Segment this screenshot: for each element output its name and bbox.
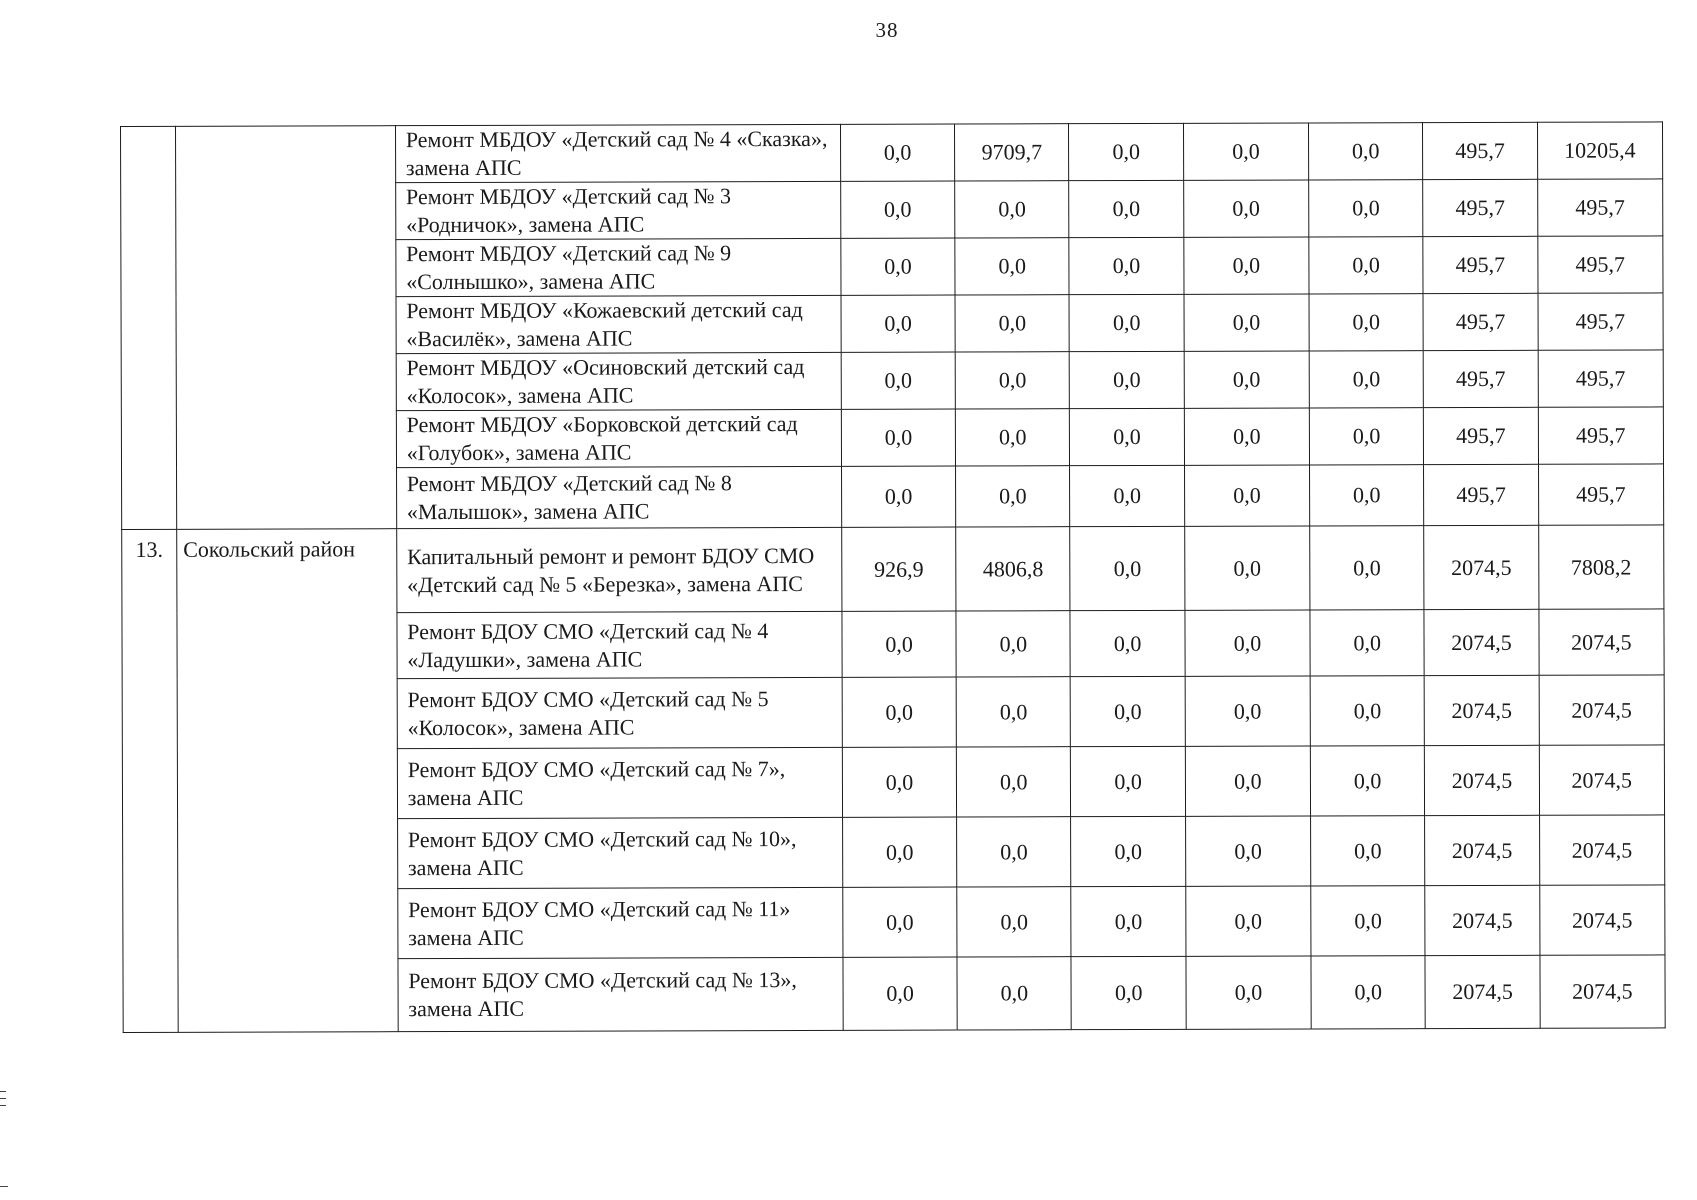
value-cell: 0,0 (1071, 676, 1186, 746)
value-cell: 0,0 (842, 747, 957, 817)
value-cell: 0,0 (1311, 956, 1426, 1029)
value-cell: 0,0 (1311, 816, 1426, 886)
total-cell: 2074,5 (1539, 609, 1665, 675)
total-cell: 7808,2 (1538, 525, 1664, 609)
value-cell: 495,7 (1424, 350, 1538, 407)
value-cell: 0,0 (842, 677, 957, 747)
value-cell: 2074,5 (1425, 815, 1540, 885)
object-description: Ремонт БДОУ СМО «Детский сад № 5 «Колосок», замена АПС (397, 677, 842, 748)
object-description: Ремонт МБДОУ «Детский сад № 3 «Родничок», замена АПС (395, 181, 840, 239)
value-cell: 495,7 (1423, 293, 1537, 350)
value-cell: 0,0 (1184, 526, 1310, 610)
value-cell: 0,0 (1309, 237, 1423, 294)
value-cell: 0,0 (957, 747, 1072, 817)
value-cell: 0,0 (1183, 180, 1308, 237)
scan-mark (0, 1098, 6, 1099)
value-cell: 2074,5 (1425, 955, 1540, 1028)
table-row (122, 525, 1664, 614)
object-description: Капитальный ремонт и ремонт БДОУ СМО «Детский сад № 5 «Березка», замена АПС (396, 527, 841, 612)
value-cell: 0,0 (955, 295, 1069, 352)
total-cell: 2074,5 (1539, 675, 1665, 745)
total-cell: 495,7 (1538, 407, 1664, 464)
object-description: Ремонт БДОУ СМО «Детский сад № 4 «Ладушки», замена АПС (397, 611, 842, 678)
value-cell: 2074,5 (1424, 609, 1538, 675)
value-cell: 2074,5 (1425, 885, 1540, 955)
total-cell: 495,7 (1538, 350, 1664, 407)
object-description: Ремонт МБДОУ «Детский сад № 4 «Сказка», замена АПС (395, 124, 840, 182)
table-row (121, 122, 1663, 184)
value-cell: 0,0 (956, 409, 1070, 466)
value-cell: 0,0 (1186, 956, 1311, 1029)
value-cell: 926,9 (842, 527, 957, 611)
value-cell: 0,0 (955, 238, 1069, 295)
object-description: Ремонт БДОУ СМО «Детский сад № 11» замена АПС (398, 887, 843, 958)
value-cell: 0,0 (1184, 294, 1309, 351)
value-cell: 0,0 (841, 352, 955, 409)
total-cell: 495,7 (1538, 464, 1664, 525)
value-cell: 0,0 (1309, 294, 1423, 351)
value-cell: 0,0 (1310, 465, 1424, 526)
value-cell: 0,0 (957, 887, 1072, 957)
value-cell: 495,7 (1424, 464, 1538, 525)
value-cell: 0,0 (1069, 180, 1183, 237)
value-cell: 0,0 (1309, 408, 1423, 465)
value-cell: 0,0 (1071, 816, 1186, 886)
value-cell: 0,0 (955, 352, 1069, 409)
table-body (121, 122, 1666, 1033)
district-name: Сокольский район (177, 529, 398, 1033)
value-cell: 0,0 (1183, 123, 1308, 180)
value-cell: 0,0 (1069, 237, 1183, 294)
object-description: Ремонт МБДОУ «Осиновский детский сад «Колосок», замена АПС (396, 352, 841, 410)
value-cell: 0,0 (1310, 610, 1424, 676)
value-cell: 4806,8 (956, 527, 1071, 611)
object-description: Ремонт БДОУ СМО «Детский сад № 7», замена АПС (397, 747, 842, 818)
value-cell: 2074,5 (1424, 675, 1539, 745)
value-cell: 0,0 (1311, 886, 1426, 956)
row-index: 13. (122, 529, 178, 1032)
value-cell: 9709,7 (955, 124, 1069, 181)
value-cell: 0,0 (1069, 294, 1183, 351)
total-cell: 495,7 (1538, 293, 1664, 350)
value-cell: 0,0 (841, 295, 955, 352)
value-cell: 0,0 (841, 238, 955, 295)
object-description: Ремонт БДОУ СМО «Детский сад № 13», замена АПС (398, 957, 843, 1031)
scan-mark (0, 1091, 6, 1092)
value-cell: 0,0 (1185, 816, 1310, 886)
value-cell: 0,0 (841, 466, 955, 527)
value-cell: 0,0 (1185, 610, 1310, 676)
total-cell: 495,7 (1537, 236, 1663, 293)
value-cell: 495,7 (1423, 179, 1537, 236)
value-cell: 0,0 (840, 124, 954, 181)
total-cell: 495,7 (1537, 179, 1663, 236)
value-cell: 0,0 (1186, 886, 1311, 956)
value-cell: 0,0 (955, 181, 1069, 238)
value-cell: 0,0 (1310, 676, 1425, 746)
total-cell: 10205,4 (1537, 122, 1663, 179)
value-cell: 0,0 (1184, 351, 1309, 408)
value-cell: 0,0 (1184, 465, 1309, 526)
value-cell: 0,0 (956, 677, 1071, 747)
value-cell: 0,0 (1184, 408, 1309, 465)
value-cell: 495,7 (1423, 236, 1537, 293)
object-description: Ремонт БДОУ СМО «Детский сад № 10», замена АПС (397, 817, 842, 888)
value-cell: 0,0 (842, 611, 956, 677)
scan-mark (0, 1186, 8, 1187)
value-cell: 0,0 (1070, 465, 1184, 526)
object-description: Ремонт МБДОУ «Детский сад № 8 «Малышок», замена АПС (396, 466, 841, 528)
value-cell: 0,0 (1185, 746, 1310, 816)
value-cell: 0,0 (841, 409, 955, 466)
row-index (121, 126, 177, 529)
value-cell: 0,0 (1309, 180, 1423, 237)
total-cell: 2074,5 (1539, 885, 1665, 955)
total-cell: 2074,5 (1539, 745, 1665, 815)
total-cell: 2074,5 (1539, 815, 1665, 885)
value-cell: 0,0 (1071, 886, 1186, 956)
value-cell: 0,0 (843, 887, 958, 957)
total-cell: 2074,5 (1540, 955, 1666, 1028)
value-cell: 0,0 (956, 611, 1070, 677)
value-cell: 0,0 (1309, 351, 1423, 408)
value-cell: 0,0 (1071, 956, 1186, 1029)
value-cell: 0,0 (841, 181, 955, 238)
value-cell: 495,7 (1424, 407, 1538, 464)
value-cell: 0,0 (1310, 746, 1425, 816)
value-cell: 2074,5 (1424, 525, 1539, 609)
district-name (175, 126, 396, 530)
value-cell: 0,0 (1184, 237, 1309, 294)
value-cell: 0,0 (1185, 676, 1310, 746)
value-cell: 0,0 (1071, 746, 1186, 816)
value-cell: 0,0 (1070, 408, 1184, 465)
page-number: 38 (875, 18, 899, 42)
value-cell: 0,0 (1069, 123, 1183, 180)
value-cell: 0,0 (1309, 123, 1423, 180)
value-cell: 0,0 (956, 466, 1070, 527)
value-cell: 0,0 (957, 957, 1072, 1030)
value-cell: 0,0 (1070, 526, 1185, 610)
value-cell: 0,0 (957, 817, 1072, 887)
value-cell: 0,0 (1070, 351, 1184, 408)
value-cell: 2074,5 (1425, 745, 1540, 815)
value-cell: 0,0 (1070, 610, 1184, 676)
object-description: Ремонт МБДОУ «Кожаевский детский сад «Василёк», замена АПС (396, 295, 841, 353)
value-cell: 0,0 (1310, 526, 1425, 610)
value-cell: 0,0 (843, 957, 958, 1030)
value-cell: 0,0 (842, 817, 957, 887)
scan-mark (0, 1105, 6, 1106)
budget-table (120, 121, 1666, 1033)
object-description: Ремонт МБДОУ «Борковской детский сад «Голубок», замена АПС (396, 409, 841, 467)
object-description: Ремонт МБДОУ «Детский сад № 9 «Солнышко», замена АПС (396, 238, 841, 296)
value-cell: 495,7 (1423, 122, 1537, 179)
